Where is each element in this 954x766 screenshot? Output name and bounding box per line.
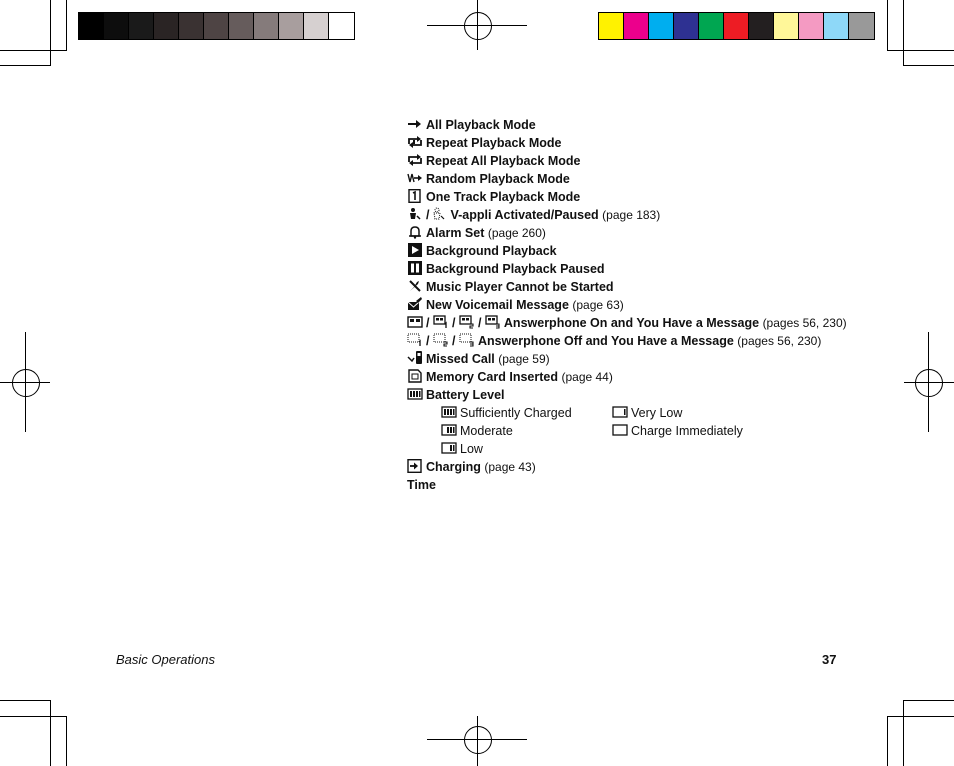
list-item: [407, 188, 580, 206]
player-unavailable-icon: [407, 279, 423, 293]
item-label: Background Playback: [426, 244, 557, 258]
list-item: [407, 278, 614, 296]
list-item: [407, 152, 580, 170]
item-label: Random Playback Mode: [426, 172, 570, 186]
separator: /: [451, 334, 456, 348]
separator: /: [477, 316, 482, 330]
crop-mark: [50, 700, 51, 766]
item-label: New Voicemail Message: [426, 298, 569, 312]
list-item: [407, 206, 660, 224]
item-label: Missed Call: [426, 352, 495, 366]
crop-mark: [903, 65, 954, 66]
list-item: [407, 296, 624, 314]
vappli-icon: [407, 207, 423, 221]
battery-low-icon: [441, 441, 457, 455]
item-label: Memory Card Inserted: [426, 370, 558, 384]
list-item: [407, 350, 550, 368]
list-item: [407, 242, 557, 260]
color-swatch: [624, 13, 649, 39]
crop-mark: [0, 50, 67, 51]
separator: /: [451, 316, 456, 330]
color-swatch: [304, 13, 329, 39]
color-swatch: [724, 13, 749, 39]
list-item: [407, 368, 613, 386]
color-swatch: [254, 13, 279, 39]
color-swatch: [824, 13, 849, 39]
crop-mark: [50, 0, 51, 66]
pause-icon: [407, 261, 423, 275]
random-icon: [407, 171, 423, 185]
answerphone-on-icon: [407, 315, 423, 329]
color-swatch: [699, 13, 724, 39]
item-label: Battery Level: [426, 388, 505, 402]
list-item: [407, 458, 536, 476]
color-swatch: [674, 13, 699, 39]
battery-level-empty: Charge Immediately: [612, 422, 743, 440]
page-reference: (page 43): [484, 460, 536, 474]
page-reference: (pages 56, 230): [762, 316, 847, 330]
color-swatch: [329, 13, 354, 39]
color-swatch: [279, 13, 304, 39]
color-swatch: [599, 13, 624, 39]
crop-mark: [66, 716, 67, 766]
one-track-icon: [407, 189, 423, 203]
arrow-right-icon: [407, 117, 423, 131]
color-swatch: [799, 13, 824, 39]
page-reference: (pages 56, 230): [737, 334, 822, 348]
missed-call-icon: [407, 351, 423, 365]
list-item: [407, 224, 546, 242]
item-label: Charging: [426, 460, 481, 474]
list-item: [407, 260, 605, 278]
crop-mark: [903, 700, 904, 766]
color-swatch: [104, 13, 129, 39]
crop-mark: [903, 700, 954, 701]
memory-card-icon: [407, 369, 423, 383]
battery-moderate-icon: [441, 423, 457, 437]
list-item: [407, 386, 505, 404]
battery-level-moderate: Moderate: [441, 422, 513, 440]
separator: /: [426, 316, 430, 330]
battery-very-low-icon: [612, 405, 628, 419]
separator: /: [426, 334, 430, 348]
battery-level-very-low: Very Low: [612, 404, 682, 422]
item-label: Repeat Playback Mode: [426, 136, 562, 150]
answerphone-on-2-icon: [459, 315, 475, 329]
battery-level-full: Sufficiently Charged: [441, 404, 572, 422]
crop-mark: [66, 0, 67, 50]
answerphone-on-1-icon: [433, 315, 449, 329]
item-label: V-appli Activated/Paused: [450, 208, 599, 222]
list-item: [407, 170, 570, 188]
battery-full-icon: [441, 405, 457, 419]
page-reference: (page 44): [561, 370, 613, 384]
item-label: Answerphone Off and You Have a Message: [477, 334, 734, 348]
item-label: All Playback Mode: [426, 118, 536, 132]
list-item: [407, 332, 821, 350]
section-name: Basic Operations: [116, 652, 215, 667]
list-item: [407, 116, 536, 134]
color-swatch: [649, 13, 674, 39]
separator: /: [426, 208, 430, 222]
battery-empty-icon: [612, 423, 628, 437]
item-label: Music Player Cannot be Started: [426, 280, 614, 294]
page-reference: (page 59): [498, 352, 550, 366]
crop-mark: [0, 716, 67, 717]
answerphone-on-3-icon: [485, 315, 501, 329]
crop-mark: [0, 700, 51, 701]
process-color-bar: [598, 12, 875, 40]
crop-mark: [887, 0, 888, 50]
list-item: [407, 476, 436, 494]
answerphone-off-2-icon: [433, 333, 449, 347]
item-label: Alarm Set: [426, 226, 485, 240]
battery-icon: [407, 387, 423, 401]
list-item: [407, 134, 561, 152]
play-icon: [407, 243, 423, 257]
repeat-all-icon: [407, 153, 423, 167]
crop-mark: [887, 716, 888, 766]
item-label: Background Playback Paused: [426, 262, 605, 276]
color-swatch: [79, 13, 104, 39]
item-label: One Track Playback Mode: [426, 190, 581, 204]
page-reference: (page 63): [572, 298, 624, 312]
color-swatch: [749, 13, 774, 39]
page-number: 37: [822, 652, 837, 667]
item-label: Answerphone On and You Have a Message: [503, 316, 760, 330]
crop-mark: [0, 65, 51, 66]
list-item: [407, 314, 847, 332]
page-reference: (page 260): [487, 226, 546, 240]
charging-icon: [407, 459, 423, 473]
color-swatch: [154, 13, 179, 39]
crop-mark: [887, 50, 954, 51]
color-swatch: [129, 13, 154, 39]
repeat-one-icon: [407, 135, 423, 149]
alarm-bell-icon: [407, 225, 423, 239]
page-reference: (page 183): [602, 208, 661, 222]
item-label: Time: [407, 478, 436, 492]
item-label: Repeat All Playback Mode: [426, 154, 581, 168]
crop-mark: [887, 716, 954, 717]
battery-level-low: Low: [441, 440, 483, 458]
color-swatch: [204, 13, 229, 39]
answerphone-off-3-icon: [459, 333, 475, 347]
voicemail-icon: [407, 297, 423, 311]
grayscale-color-bar: [78, 12, 355, 40]
crop-mark: [903, 0, 904, 66]
color-swatch: [179, 13, 204, 39]
answerphone-off-1-icon: [407, 333, 423, 347]
color-swatch: [774, 13, 799, 39]
vappli-paused-icon: [431, 207, 447, 221]
color-swatch: [849, 13, 874, 39]
color-swatch: [229, 13, 254, 39]
